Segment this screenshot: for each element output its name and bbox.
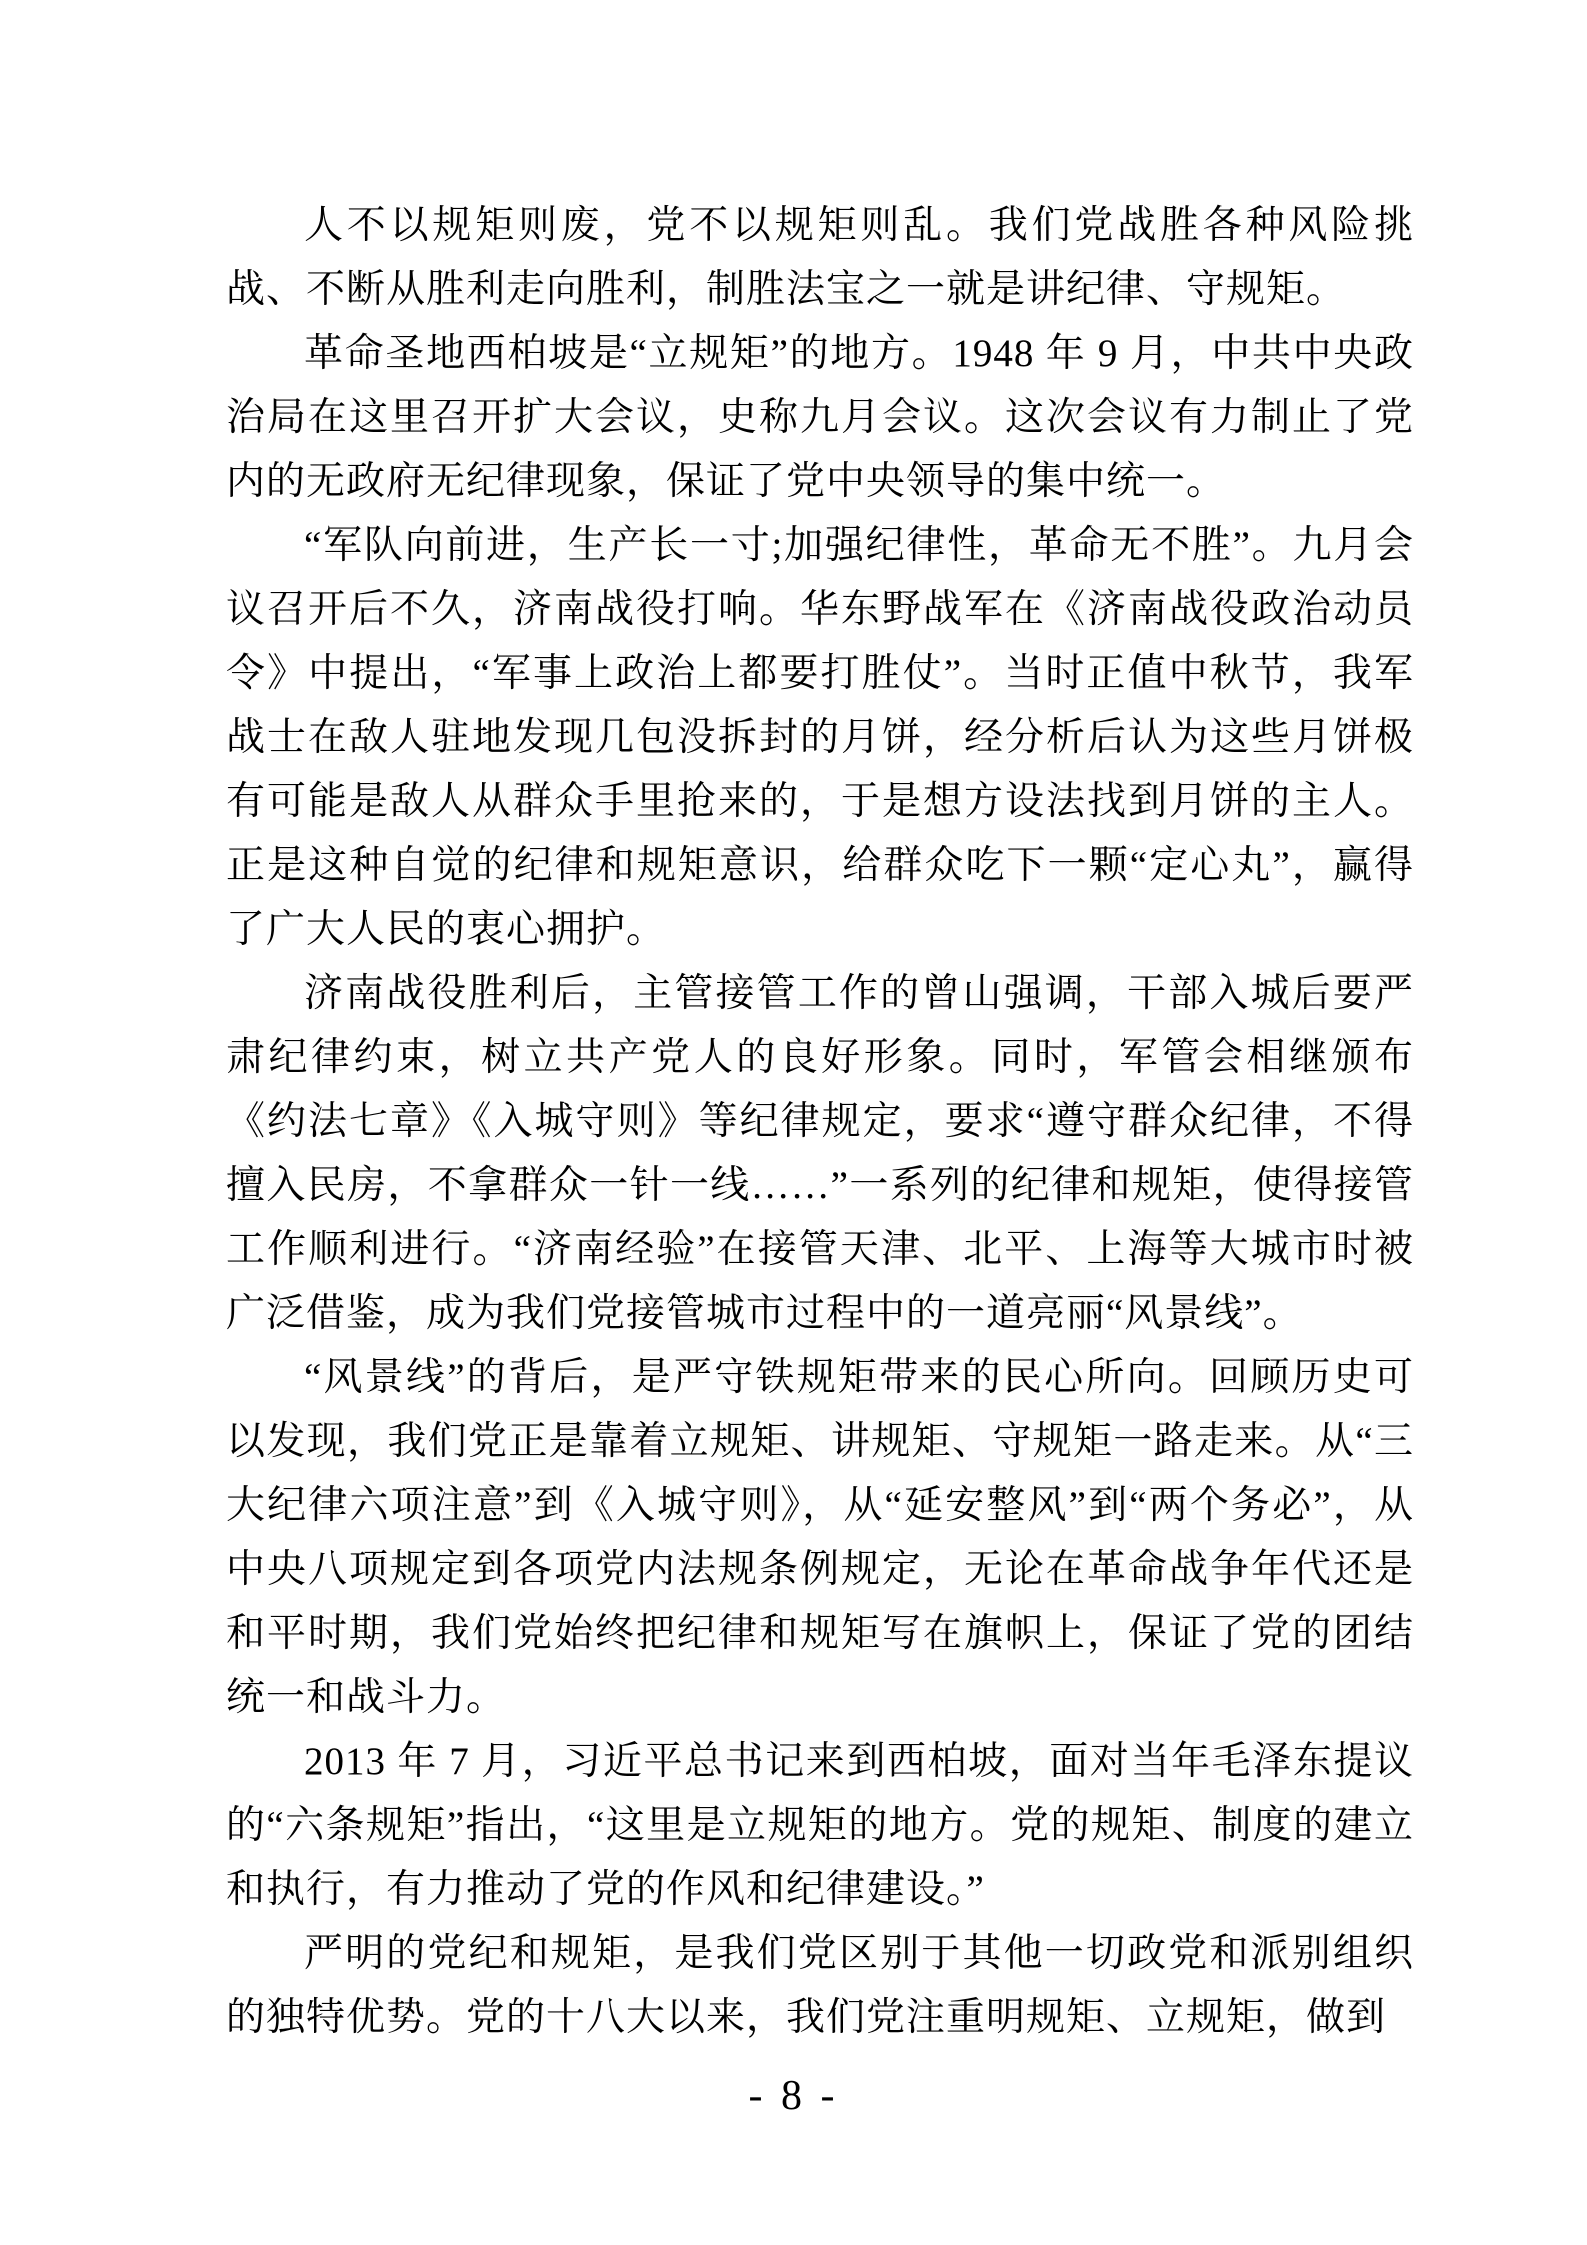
- paragraph: “风景线”的背后，是严守铁规矩带来的民心所向。回顾历史可以发现，我们党正是靠着立规矩、讲规矩、守规矩一路走来。从“三大纪律六项注意”到《入城守则》，从“延安整风”到“两个务必”，从中央八项规定到各项党内法规条例规定，无论在革命战争年代还是和平时期，我们党始终把纪律和规矩写在旗帜上，保证了党的团结统一和战斗力。: [226, 1356, 1414, 1719]
- page-number: - 8 -: [748, 2073, 839, 2119]
- paragraph: “军队向前进，生产长一寸;加强纪律性，革命无不胜”。九月会议召开后不久，济南战役打响。华东野战军在《济南战役政治动员令》中提出，“军事上政治上都要打胜仗”。当时正值中秋节，我军战士在敌人驻地发现几包没拆封的月饼，经分析后认为这些月饼极有可能是敌人从群众手里抢来的，于是想方设法找到月饼的主人。正是这种自觉的纪律和规矩意识，给群众吃下一颗“定心丸”，赢得了广大人民的衷心拥护。: [226, 524, 1414, 951]
- body-text: [226, 194, 1414, 2050]
- paragraph: 济南战役胜利后，主管接管工作的曾山强调，干部入城后要严肃纪律约束，树立共产党人的良好形象。同时，军管会相继颁布《约法七章》《入城守则》等纪律规定，要求“遵守群众纪律，不得擅入民房，不拿群众一针一线……”一系列的纪律和规矩，使得接管工作顺利进行。“济南经验”在接管天津、北平、上海等大城市时被广泛借鉴，成为我们党接管城市过程中的一道亮丽“风景线”。: [226, 972, 1414, 1335]
- paragraph: 2013 年 7 月，习近平总书记来到西柏坡，面对当年毛泽东提议的“六条规矩”指出，“这里是立规矩的地方。党的规矩、制度的建立和执行，有力推动了党的作风和纪律建设。”: [226, 1740, 1414, 1911]
- paragraph: 严明的党纪和规矩，是我们党区别于其他一切政党和派别组织的独特优势。党的十八大以来，我们党注重明规矩、立规矩，做到: [226, 1932, 1414, 2039]
- paragraph: 革命圣地西柏坡是“立规矩”的地方。1948 年 9 月，中共中央政治局在这里召开扩大会议，史称九月会议。这次会议有力制止了党内的无政府无纪律现象，保证了党中央领导的集中统一。: [226, 332, 1414, 503]
- paragraph: 人不以规矩则废，党不以规矩则乱。我们党战胜各种风险挑战、不断从胜利走向胜利，制胜法宝之一就是讲纪律、守规矩。: [226, 204, 1414, 311]
